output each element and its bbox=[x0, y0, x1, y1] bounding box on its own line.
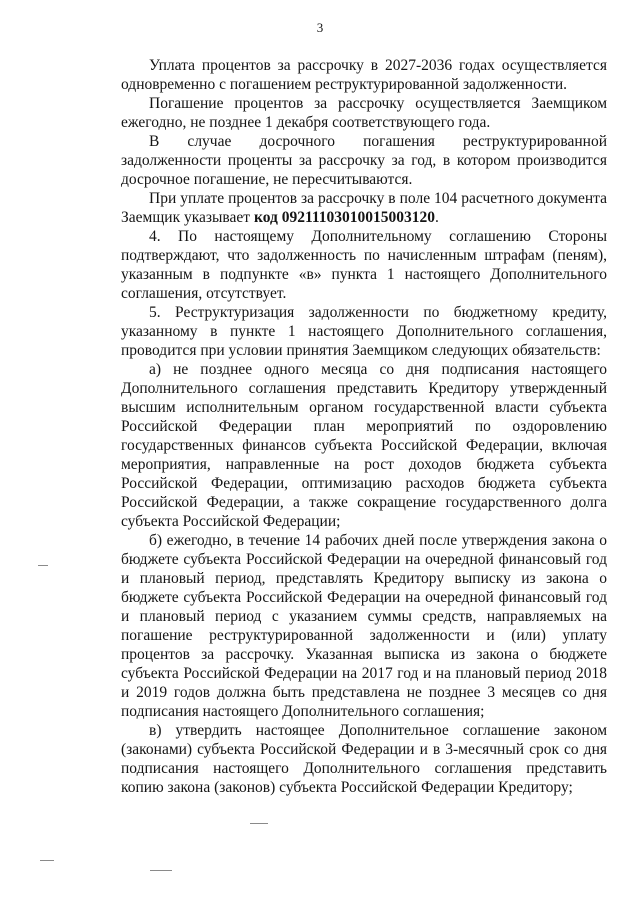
paragraph-interest-payment-period: Уплата процентов за рассрочку в 2027-2036 годах осуществляется одновременно с погашением реструктурированной задолженности. bbox=[121, 57, 607, 93]
paragraph-subclause-v: в) утвердить настоящее Дополнительное соглашение законом (законами) субъекта Российской Федерации и в 3-месячный срок со дня подписания настоящего Дополнительного соглашения представить копию закона (законов) субъекта Российской Федерации Кредитору; bbox=[121, 722, 607, 796]
paragraph-clause-4: 4. По настоящему Дополнительному соглашению Стороны подтверждают, что задолженность по начисленным штрафам (пеням), указанным в подпункте «в» пункта 1 настоящего Дополнительного соглашения, отсутствует. bbox=[121, 228, 607, 302]
scan-mark bbox=[250, 823, 268, 824]
scan-mark bbox=[38, 565, 48, 566]
paragraph-clause-5: 5. Реструктуризация задолженности по бюджетному кредиту, указанному в пункте 1 настоящего Дополнительного соглашения, проводится при условии принятия Заемщиком следующих обязательств: bbox=[121, 304, 607, 359]
payment-code-text: При уплате процентов за рассрочку в поле 104 расчетного документа Заемщик указывает bbox=[121, 190, 607, 226]
payment-code-value: код 09211103010015003120 bbox=[253, 209, 436, 226]
paragraph-interest-repayment-date: Погашение процентов за рассрочку осуществляется Заемщиком ежегодно, не позднее 1 декабря соответствующего года. bbox=[121, 95, 607, 131]
document-body bbox=[121, 56, 607, 797]
payment-code-end: . bbox=[435, 209, 439, 226]
paragraph-subclause-b: б) ежегодно, в течение 14 рабочих дней после утверждения закона о бюджете субъекта Российской Федерации на очередной финансовый год и плановый период, представлять Кредитору выписку из закона о бюджете субъекта Российской Федерации на очередной финансовый год и плановый период с указанием суммы средств, направляемых на погашение реструктурированной задолженности и (или) уплату процентов за рассрочку. Указанная выписка из закона о бюджете субъекта Российской Федерации на 2017 год и на плановый период 2018 и 2019 годов должна быть представлена не позднее 3 месяцев со дня подписания настоящего Дополнительного соглашения; bbox=[121, 532, 607, 720]
paragraph-early-repayment: В случае досрочного погашения реструктурированной задолженности проценты за рассрочку за год, в котором производится досрочное погашение, не пересчитываются. bbox=[121, 133, 607, 188]
paragraph-payment-code bbox=[121, 189, 607, 227]
scan-mark bbox=[40, 860, 54, 861]
paragraph-subclause-a: а) не позднее одного месяца со дня подписания настоящего Дополнительного соглашения представить Кредитору утвержденный высшим исполнительным органом государственной власти субъекта Российской Федерации план мероприятий по оздоровлению государственных финансов субъекта Российской Федерации, включая мероприятия, направленные на рост доходов бюджета субъекта Российской Федерации, оптимизацию расходов бюджета субъекта Российской Федерации, а также сокращение государственного долга субъекта Российской Федерации; bbox=[121, 361, 607, 530]
scan-mark bbox=[150, 870, 172, 871]
page-number: 3 bbox=[316, 20, 324, 35]
